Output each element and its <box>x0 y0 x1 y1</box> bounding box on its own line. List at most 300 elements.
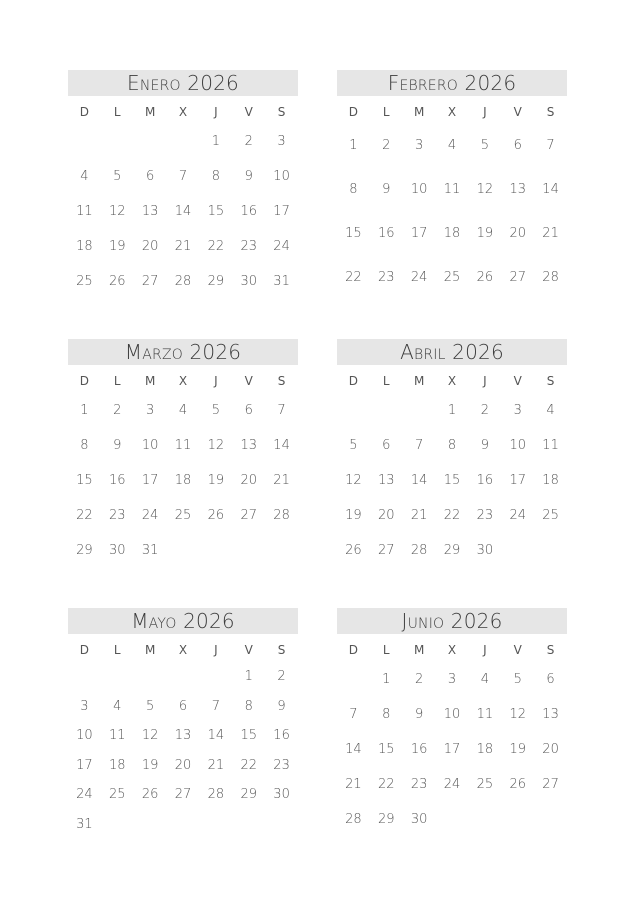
day-cell: 26 <box>476 270 494 285</box>
day-cell: 17 <box>141 473 159 488</box>
weekday-label: X <box>178 643 188 657</box>
day-cell: 24 <box>141 508 159 523</box>
day-cell: 28 <box>273 508 290 523</box>
weekday-label: S <box>277 105 286 119</box>
day-cell: 25 <box>443 270 461 285</box>
day-cell: 10 <box>141 438 159 453</box>
week-row <box>337 393 567 428</box>
weeks-grid <box>337 124 567 300</box>
day-cell: 9 <box>480 438 489 453</box>
week-row <box>337 697 567 732</box>
day-cell <box>265 810 298 840</box>
day-cell: 25 <box>76 274 93 289</box>
day-cell: 20 <box>378 508 395 523</box>
day-cell: 18 <box>109 757 126 773</box>
weekday-label: S <box>546 643 555 657</box>
day-cell: 15 <box>76 473 93 488</box>
week-row <box>68 124 298 159</box>
day-cell: 3 <box>414 138 424 153</box>
day-cell: 2 <box>277 669 286 684</box>
day-cell: 6 <box>513 138 522 153</box>
week-row <box>337 463 567 498</box>
day-cell: 11 <box>174 438 192 453</box>
weekday-label: S <box>546 374 555 388</box>
day-cell: 7 <box>211 698 220 714</box>
weekday-label: V <box>513 374 522 388</box>
day-cell <box>534 533 567 568</box>
day-cell: 8 <box>447 438 457 453</box>
weekday-label: M <box>144 374 156 388</box>
day-cell: 24 <box>410 270 428 285</box>
day-cell <box>534 802 567 837</box>
day-cell: 30 <box>476 543 494 558</box>
day-cell: 15 <box>443 473 461 488</box>
weekday-row <box>68 369 298 393</box>
week-row <box>68 159 298 194</box>
day-cell: 22 <box>240 757 257 773</box>
weeks-grid <box>68 662 298 839</box>
day-cell: 4 <box>80 169 89 184</box>
month-junio <box>337 608 567 837</box>
day-cell: 4 <box>447 138 457 153</box>
weekday-row <box>68 100 298 124</box>
day-cell: 29 <box>207 274 225 289</box>
weekday-label: J <box>214 374 218 388</box>
weekday-label: D <box>348 643 359 657</box>
week-row <box>337 802 567 837</box>
day-cell: 4 <box>480 672 489 687</box>
day-cell: 22 <box>207 239 225 254</box>
day-cell: 17 <box>273 204 290 219</box>
day-cell: 19 <box>109 239 126 254</box>
day-cell <box>101 124 134 159</box>
weekday-label: V <box>244 105 253 119</box>
week-row <box>68 780 298 810</box>
day-cell: 1 <box>244 669 253 684</box>
day-cell <box>134 662 167 692</box>
weekday-label: V <box>244 643 253 657</box>
day-cell: 18 <box>542 473 559 488</box>
weekday-row <box>68 638 298 662</box>
day-cell: 2 <box>113 403 122 418</box>
day-cell: 5 <box>113 169 122 184</box>
day-cell: 6 <box>546 672 555 687</box>
day-cell: 24 <box>273 239 290 254</box>
day-cell: 6 <box>145 169 155 184</box>
day-cell: 13 <box>509 182 526 197</box>
day-cell: 19 <box>509 742 526 757</box>
day-cell: 14 <box>273 438 290 453</box>
day-cell: 19 <box>207 473 225 488</box>
day-cell <box>199 662 232 692</box>
month-abril <box>337 339 567 568</box>
day-cell: 28 <box>207 787 225 802</box>
day-cell: 17 <box>76 757 93 773</box>
weekday-row <box>337 100 567 124</box>
day-cell: 4 <box>113 698 122 714</box>
day-cell: 21 <box>207 757 225 773</box>
day-cell: 27 <box>378 543 395 558</box>
week-row <box>337 212 567 256</box>
day-cell: 10 <box>443 707 461 722</box>
day-cell: 30 <box>109 543 126 558</box>
weeks-grid <box>68 393 298 568</box>
day-cell: 2 <box>382 138 391 153</box>
day-cell: 5 <box>480 138 489 153</box>
weekday-label: M <box>144 105 156 119</box>
week-row <box>68 428 298 463</box>
day-cell: 1 <box>382 672 391 687</box>
day-cell <box>337 393 370 428</box>
day-cell: 10 <box>509 438 526 453</box>
weekday-label: D <box>79 105 90 119</box>
day-cell: 12 <box>207 438 225 453</box>
day-cell: 17 <box>509 473 526 488</box>
weekday-label: D <box>79 374 90 388</box>
week-row <box>68 721 298 751</box>
day-cell <box>501 533 534 568</box>
day-cell <box>403 393 436 428</box>
weeks-grid <box>337 393 567 568</box>
day-cell: 8 <box>211 169 220 184</box>
day-cell: 3 <box>447 672 457 687</box>
day-cell: 27 <box>141 274 159 289</box>
day-cell: 20 <box>174 757 192 773</box>
day-cell: 8 <box>382 707 391 722</box>
weekday-label: D <box>348 374 359 388</box>
day-cell: 31 <box>141 543 159 558</box>
week-row <box>68 229 298 264</box>
day-cell: 21 <box>273 473 290 488</box>
day-cell: 26 <box>109 274 126 289</box>
day-cell: 24 <box>443 777 461 792</box>
day-cell: 15 <box>345 226 362 241</box>
day-cell: 16 <box>109 473 126 488</box>
day-cell <box>68 124 101 159</box>
weekday-label: S <box>277 374 286 388</box>
day-cell: 16 <box>240 204 257 219</box>
day-cell: 13 <box>378 473 395 488</box>
day-cell: 26 <box>509 777 526 792</box>
weekday-label: D <box>348 105 359 119</box>
day-cell: 21 <box>410 508 428 523</box>
day-cell: 3 <box>277 134 286 149</box>
day-cell: 11 <box>443 182 461 197</box>
day-cell: 18 <box>476 742 494 757</box>
day-cell: 21 <box>174 239 192 254</box>
day-cell: 19 <box>476 226 494 241</box>
day-cell: 22 <box>378 777 395 792</box>
day-cell: 21 <box>345 777 362 792</box>
day-cell <box>337 662 370 697</box>
day-cell: 17 <box>410 226 428 241</box>
day-cell <box>370 393 403 428</box>
day-cell: 28 <box>174 274 192 289</box>
day-cell: 23 <box>273 757 290 773</box>
day-cell: 6 <box>178 698 188 714</box>
day-cell <box>468 802 501 837</box>
day-cell: 6 <box>382 438 391 453</box>
day-cell: 18 <box>174 473 192 488</box>
day-cell <box>167 124 200 159</box>
day-cell: 23 <box>410 777 428 792</box>
day-cell: 29 <box>76 543 93 558</box>
month-title: Abril 2026 <box>337 339 567 365</box>
day-cell: 8 <box>349 182 358 197</box>
day-cell: 12 <box>109 204 126 219</box>
day-cell: 22 <box>345 270 362 285</box>
day-cell: 25 <box>174 508 192 523</box>
week-row <box>337 168 567 212</box>
weekday-label: M <box>413 105 425 119</box>
day-cell: 7 <box>414 438 424 453</box>
week-row <box>337 533 567 568</box>
week-row <box>68 264 298 299</box>
day-cell: 23 <box>476 508 494 523</box>
week-row <box>337 732 567 767</box>
weekday-label: X <box>447 105 457 119</box>
day-cell: 7 <box>349 707 358 722</box>
weekday-label: V <box>513 105 522 119</box>
day-cell: 19 <box>345 508 362 523</box>
day-cell: 4 <box>178 403 188 418</box>
day-cell: 11 <box>76 204 93 219</box>
day-cell <box>167 662 200 692</box>
week-row <box>337 124 567 168</box>
week-row <box>68 393 298 428</box>
day-cell: 13 <box>174 728 192 743</box>
day-cell: 30 <box>410 812 428 827</box>
day-cell: 27 <box>542 777 559 792</box>
day-cell: 5 <box>513 672 522 687</box>
day-cell: 10 <box>273 169 290 184</box>
day-cell: 8 <box>244 698 253 714</box>
day-cell <box>68 662 101 692</box>
week-row <box>337 498 567 533</box>
week-row <box>68 498 298 533</box>
day-cell: 3 <box>145 403 155 418</box>
day-cell: 5 <box>211 403 220 418</box>
day-cell: 29 <box>443 543 461 558</box>
day-cell <box>232 533 265 568</box>
day-cell: 14 <box>207 728 225 743</box>
day-cell: 24 <box>509 508 526 523</box>
day-cell: 26 <box>141 787 159 802</box>
day-cell: 11 <box>542 438 559 453</box>
day-cell: 30 <box>273 787 290 802</box>
day-cell: 2 <box>414 672 424 687</box>
day-cell: 12 <box>509 707 526 722</box>
day-cell: 31 <box>76 816 93 832</box>
day-cell: 14 <box>174 204 192 219</box>
month-title: Junio 2026 <box>337 608 567 634</box>
weekday-row <box>337 369 567 393</box>
day-cell: 9 <box>244 169 253 184</box>
day-cell: 25 <box>476 777 494 792</box>
day-cell: 26 <box>207 508 225 523</box>
weekday-label: J <box>214 643 218 657</box>
day-cell: 23 <box>109 508 126 523</box>
day-cell: 15 <box>240 728 257 743</box>
day-cell: 29 <box>240 787 257 802</box>
weekday-label: L <box>113 643 121 657</box>
weeks-grid <box>337 662 567 837</box>
day-cell: 25 <box>109 787 126 802</box>
weekday-label: S <box>277 643 286 657</box>
day-cell: 7 <box>277 403 286 418</box>
week-row <box>68 662 298 692</box>
day-cell: 27 <box>174 787 192 802</box>
month-marzo <box>68 339 298 568</box>
weekday-label: X <box>447 374 457 388</box>
day-cell: 30 <box>240 274 257 289</box>
day-cell: 15 <box>207 204 225 219</box>
day-cell: 20 <box>542 742 559 757</box>
day-cell: 16 <box>476 473 494 488</box>
day-cell: 4 <box>546 403 555 418</box>
weekday-label: X <box>447 643 457 657</box>
week-row <box>68 533 298 568</box>
month-title: Marzo 2026 <box>68 339 298 365</box>
day-cell: 14 <box>345 742 362 757</box>
day-cell: 22 <box>443 508 461 523</box>
day-cell: 22 <box>76 508 93 523</box>
day-cell: 16 <box>378 226 395 241</box>
weekday-label: J <box>483 105 487 119</box>
day-cell: 12 <box>141 728 159 743</box>
day-cell: 23 <box>240 239 257 254</box>
day-cell: 9 <box>414 707 424 722</box>
month-title: Febrero 2026 <box>337 70 567 96</box>
weekday-label: V <box>513 643 522 657</box>
day-cell: 7 <box>178 169 188 184</box>
day-cell: 1 <box>211 134 220 149</box>
month-febrero <box>337 70 567 300</box>
day-cell: 7 <box>546 138 555 153</box>
day-cell: 11 <box>476 707 494 722</box>
day-cell: 17 <box>443 742 461 757</box>
weekday-label: L <box>382 105 390 119</box>
weekday-label: V <box>244 374 253 388</box>
day-cell: 1 <box>80 403 89 418</box>
weekday-label: M <box>413 374 425 388</box>
day-cell: 1 <box>349 138 358 153</box>
day-cell: 5 <box>145 698 155 714</box>
day-cell <box>501 802 534 837</box>
week-row <box>337 428 567 463</box>
day-cell <box>167 533 200 568</box>
day-cell: 2 <box>244 134 253 149</box>
day-cell: 13 <box>542 707 559 722</box>
day-cell: 9 <box>382 182 391 197</box>
day-cell: 29 <box>378 812 395 827</box>
day-cell: 28 <box>542 270 559 285</box>
day-cell <box>134 124 167 159</box>
day-cell: 21 <box>542 226 559 241</box>
day-cell: 12 <box>345 473 362 488</box>
week-row <box>337 256 567 300</box>
day-cell <box>101 662 134 692</box>
day-cell: 6 <box>244 403 253 418</box>
weekday-label: L <box>113 105 121 119</box>
weekday-label: J <box>483 643 487 657</box>
day-cell: 16 <box>273 728 290 743</box>
day-cell: 26 <box>345 543 362 558</box>
month-mayo <box>68 608 298 839</box>
day-cell: 24 <box>76 787 93 802</box>
day-cell: 19 <box>141 757 159 773</box>
weekday-label: X <box>178 105 188 119</box>
weekday-label: L <box>113 374 121 388</box>
week-row <box>68 463 298 498</box>
week-row <box>337 767 567 802</box>
day-cell: 28 <box>410 543 428 558</box>
month-enero <box>68 70 298 299</box>
weekday-label: M <box>144 643 156 657</box>
weekday-label: M <box>413 643 425 657</box>
day-cell: 12 <box>476 182 494 197</box>
day-cell: 27 <box>509 270 526 285</box>
day-cell <box>199 810 232 840</box>
day-cell: 3 <box>513 403 522 418</box>
weekday-label: L <box>382 643 390 657</box>
weekday-label: J <box>483 374 487 388</box>
day-cell <box>199 533 232 568</box>
day-cell: 31 <box>273 274 290 289</box>
day-cell: 16 <box>410 742 428 757</box>
day-cell: 13 <box>141 204 159 219</box>
week-row <box>68 751 298 781</box>
day-cell: 10 <box>410 182 428 197</box>
day-cell: 10 <box>76 728 93 743</box>
week-row <box>68 810 298 840</box>
day-cell: 14 <box>410 473 428 488</box>
day-cell: 3 <box>80 698 89 714</box>
day-cell: 9 <box>277 698 286 714</box>
month-title: Enero 2026 <box>68 70 298 96</box>
day-cell: 8 <box>80 438 89 453</box>
day-cell: 1 <box>447 403 457 418</box>
day-cell: 25 <box>542 508 559 523</box>
day-cell: 5 <box>349 438 358 453</box>
weekday-label: X <box>178 374 188 388</box>
day-cell: 14 <box>542 182 559 197</box>
day-cell <box>265 533 298 568</box>
day-cell: 20 <box>240 473 257 488</box>
day-cell: 11 <box>109 728 126 743</box>
day-cell: 15 <box>378 742 395 757</box>
week-row <box>337 662 567 697</box>
day-cell: 27 <box>240 508 257 523</box>
day-cell <box>232 810 265 840</box>
day-cell <box>101 810 134 840</box>
month-title: Mayo 2026 <box>68 608 298 634</box>
weekday-label: J <box>214 105 218 119</box>
day-cell: 18 <box>443 226 461 241</box>
day-cell: 2 <box>480 403 489 418</box>
day-cell: 28 <box>345 812 362 827</box>
day-cell: 23 <box>378 270 395 285</box>
day-cell: 9 <box>113 438 122 453</box>
day-cell: 20 <box>141 239 159 254</box>
day-cell: 13 <box>240 438 257 453</box>
day-cell: 20 <box>509 226 526 241</box>
weeks-grid <box>68 124 298 299</box>
week-row <box>68 692 298 722</box>
day-cell <box>134 810 167 840</box>
day-cell <box>167 810 200 840</box>
day-cell: 18 <box>76 239 93 254</box>
